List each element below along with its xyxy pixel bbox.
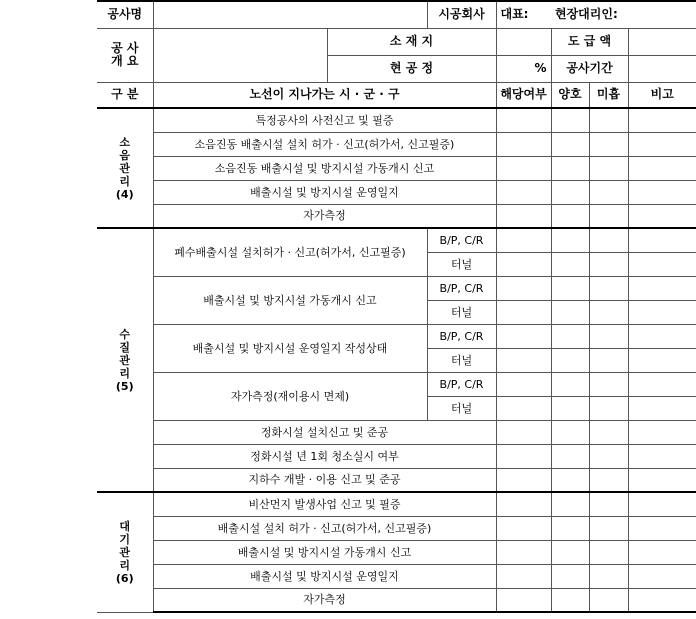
contract-amount-field[interactable] bbox=[628, 28, 696, 55]
checklist-item: 자가측정 bbox=[153, 204, 496, 228]
applicable-cell[interactable] bbox=[496, 228, 551, 252]
category-header: 구 분 bbox=[97, 82, 153, 108]
good-cell[interactable] bbox=[551, 348, 589, 372]
poor-cell[interactable] bbox=[589, 396, 628, 420]
checklist-subitem: B/P, C/R bbox=[427, 324, 496, 348]
good-cell[interactable] bbox=[551, 372, 589, 396]
applicable-cell[interactable] bbox=[496, 540, 551, 564]
good-cell[interactable] bbox=[551, 252, 589, 276]
remarks-cell[interactable] bbox=[628, 108, 696, 132]
applicable-cell[interactable] bbox=[496, 516, 551, 540]
applicable-cell[interactable] bbox=[496, 156, 551, 180]
checklist-item: 소음진동 배출시설 및 방지시설 가동개시 신고 bbox=[153, 156, 496, 180]
good-cell[interactable] bbox=[551, 156, 589, 180]
environment-checklist-table bbox=[97, 0, 696, 613]
remarks-cell[interactable] bbox=[628, 132, 696, 156]
checklist-group-label: 배출시설 및 방지시설 가동개시 신고 bbox=[153, 276, 427, 324]
checklist-group-label: 배출시설 및 방지시설 운영일지 작성상태 bbox=[153, 324, 427, 372]
good-cell[interactable] bbox=[551, 324, 589, 348]
remarks-cell[interactable] bbox=[628, 444, 696, 468]
checklist-subitem: 터널 bbox=[427, 348, 496, 372]
good-cell[interactable] bbox=[551, 108, 589, 132]
applicable-cell[interactable] bbox=[496, 468, 551, 492]
remarks-cell[interactable] bbox=[628, 276, 696, 300]
overview-label: 공 사 개 요 bbox=[97, 28, 153, 82]
good-cell[interactable] bbox=[551, 132, 589, 156]
remarks-cell[interactable] bbox=[628, 228, 696, 252]
checklist-group-label: 폐수배출시설 설치허가 · 신고(허가서, 신고필증) bbox=[153, 228, 427, 276]
applicable-cell[interactable] bbox=[496, 108, 551, 132]
project-name-field[interactable] bbox=[153, 1, 427, 28]
period-label: 공사기간 bbox=[551, 55, 628, 82]
checklist-subitem: 터널 bbox=[427, 396, 496, 420]
applicable-cell[interactable] bbox=[496, 324, 551, 348]
good-cell[interactable] bbox=[551, 564, 589, 588]
checklist-subitem: 터널 bbox=[427, 300, 496, 324]
remarks-cell[interactable] bbox=[628, 492, 696, 516]
applicable-cell[interactable] bbox=[496, 180, 551, 204]
good-cell[interactable] bbox=[551, 516, 589, 540]
remarks-cell[interactable] bbox=[628, 564, 696, 588]
project-name-label: 공사명 bbox=[97, 1, 153, 28]
checklist-subitem: 터널 bbox=[427, 252, 496, 276]
poor-cell[interactable] bbox=[589, 132, 628, 156]
checklist-item: 정화시설 설치신고 및 준공 bbox=[153, 420, 496, 444]
applicable-cell[interactable] bbox=[496, 132, 551, 156]
good-cell[interactable] bbox=[551, 540, 589, 564]
applicable-cell[interactable] bbox=[496, 348, 551, 372]
checklist-subitem: B/P, C/R bbox=[427, 228, 496, 252]
remarks-cell[interactable] bbox=[628, 180, 696, 204]
poor-cell[interactable] bbox=[589, 228, 628, 252]
poor-cell[interactable] bbox=[589, 156, 628, 180]
checklist-subitem: B/P, C/R bbox=[427, 372, 496, 396]
remarks-cell[interactable] bbox=[628, 468, 696, 492]
applicable-cell[interactable] bbox=[496, 492, 551, 516]
air-category: 대 기 관 리 (6) bbox=[97, 492, 153, 612]
poor-cell[interactable] bbox=[589, 420, 628, 444]
poor-cell[interactable] bbox=[589, 276, 628, 300]
checklist-item: 자가측정 bbox=[153, 588, 496, 612]
poor-cell[interactable] bbox=[589, 444, 628, 468]
contractor-label: 시공회사 bbox=[427, 1, 496, 28]
good-cell[interactable] bbox=[551, 276, 589, 300]
good-cell[interactable] bbox=[551, 420, 589, 444]
water-category: 수 질 관 리 (5) bbox=[97, 228, 153, 492]
applicable-cell[interactable] bbox=[496, 300, 551, 324]
good-cell[interactable] bbox=[551, 468, 589, 492]
poor-cell[interactable] bbox=[589, 348, 628, 372]
representative-label[interactable]: 대표: bbox=[496, 1, 551, 28]
good-cell[interactable] bbox=[551, 300, 589, 324]
applicable-cell[interactable] bbox=[496, 204, 551, 228]
checklist-item: 배출시설 및 방지시설 운영일지 bbox=[153, 180, 496, 204]
poor-cell[interactable] bbox=[589, 588, 628, 612]
remarks-cell[interactable] bbox=[628, 588, 696, 612]
applicable-cell[interactable] bbox=[496, 420, 551, 444]
checklist-item: 배출시설 및 방지시설 가동개시 신고 bbox=[153, 540, 496, 564]
checklist-item: 정화시설 년 1회 청소실시 여부 bbox=[153, 444, 496, 468]
checklist-item: 소음진동 배출시설 설치 허가 · 신고(허가서, 신고필증) bbox=[153, 132, 496, 156]
good-cell[interactable] bbox=[551, 588, 589, 612]
remarks-cell[interactable] bbox=[628, 156, 696, 180]
applicable-cell[interactable] bbox=[496, 372, 551, 396]
poor-cell[interactable] bbox=[589, 516, 628, 540]
poor-cell[interactable] bbox=[589, 324, 628, 348]
good-cell[interactable] bbox=[551, 180, 589, 204]
contract-amount-label: 도 급 액 bbox=[551, 28, 628, 55]
location-label: 소 재 지 bbox=[327, 28, 496, 55]
progress-field[interactable] bbox=[496, 55, 551, 82]
remarks-cell[interactable] bbox=[628, 516, 696, 540]
good-header: 양호 bbox=[551, 82, 589, 108]
poor-cell[interactable] bbox=[589, 204, 628, 228]
checklist-group-label: 자가측정(재이용시 면제) bbox=[153, 372, 427, 420]
applicable-cell[interactable] bbox=[496, 564, 551, 588]
checklist-item: 특정공사의 사전신고 및 필증 bbox=[153, 108, 496, 132]
checklist-item: 지하수 개발 · 이용 신고 및 준공 bbox=[153, 468, 496, 492]
remarks-cell[interactable] bbox=[628, 348, 696, 372]
poor-cell[interactable] bbox=[589, 372, 628, 396]
checklist-item: 배출시설 설치 허가 · 신고(허가서, 신고필증) bbox=[153, 516, 496, 540]
checklist-item: 배출시설 및 방지시설 운영일지 bbox=[153, 564, 496, 588]
applicable-cell[interactable] bbox=[496, 588, 551, 612]
good-cell[interactable] bbox=[551, 228, 589, 252]
poor-cell[interactable] bbox=[589, 564, 628, 588]
remarks-cell[interactable] bbox=[628, 372, 696, 396]
poor-cell[interactable] bbox=[589, 300, 628, 324]
good-cell[interactable] bbox=[551, 396, 589, 420]
remarks-header: 비고 bbox=[628, 82, 696, 108]
remarks-cell[interactable] bbox=[628, 252, 696, 276]
percent-unit: % bbox=[534, 61, 547, 75]
checklist-subitem: B/P, C/R bbox=[427, 276, 496, 300]
applicable-cell[interactable] bbox=[496, 444, 551, 468]
remarks-cell[interactable] bbox=[628, 540, 696, 564]
poor-cell[interactable] bbox=[589, 468, 628, 492]
progress-label: 현 공 정 bbox=[327, 55, 496, 82]
remarks-cell[interactable] bbox=[628, 204, 696, 228]
good-cell[interactable] bbox=[551, 444, 589, 468]
remarks-cell[interactable] bbox=[628, 420, 696, 444]
applicable-cell[interactable] bbox=[496, 276, 551, 300]
location-field[interactable] bbox=[496, 28, 551, 55]
applicable-cell[interactable] bbox=[496, 252, 551, 276]
poor-cell[interactable] bbox=[589, 540, 628, 564]
site-agent-label[interactable]: 현장대리인: bbox=[551, 1, 696, 28]
overview-field[interactable] bbox=[153, 28, 327, 82]
item-header: 노선이 지나가는 시 · 군 · 구 bbox=[153, 82, 496, 108]
good-cell[interactable] bbox=[551, 204, 589, 228]
period-field[interactable] bbox=[628, 55, 696, 82]
poor-cell[interactable] bbox=[589, 252, 628, 276]
applicable-cell[interactable] bbox=[496, 396, 551, 420]
noise-category: 소 음 관 리 (4) bbox=[97, 108, 153, 228]
remarks-cell[interactable] bbox=[628, 300, 696, 324]
good-cell[interactable] bbox=[551, 492, 589, 516]
remarks-cell[interactable] bbox=[628, 396, 696, 420]
poor-header: 미흡 bbox=[589, 82, 628, 108]
poor-cell[interactable] bbox=[589, 180, 628, 204]
checklist-item: 비산먼지 발생사업 신고 및 필증 bbox=[153, 492, 496, 516]
applicable-header: 해당여부 bbox=[496, 82, 551, 108]
remarks-cell[interactable] bbox=[628, 324, 696, 348]
poor-cell[interactable] bbox=[589, 492, 628, 516]
poor-cell[interactable] bbox=[589, 108, 628, 132]
